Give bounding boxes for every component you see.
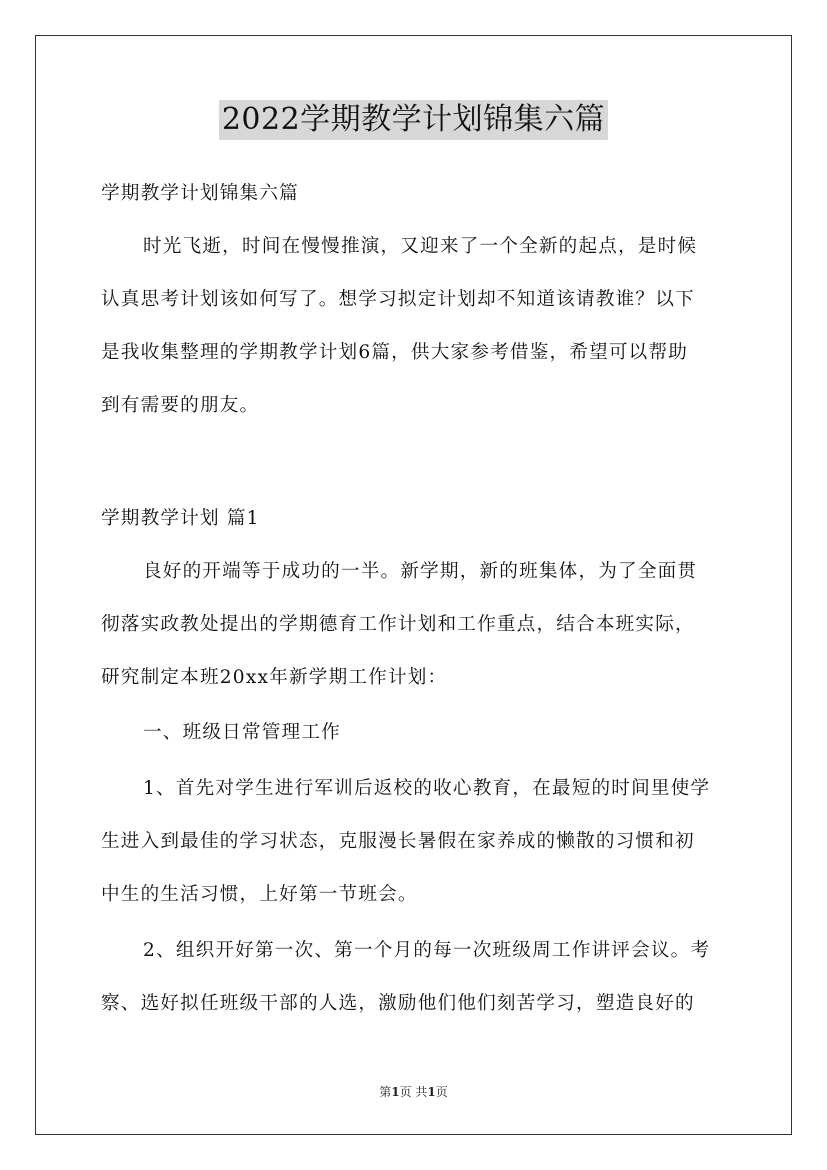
- paragraph-line: 认真思考计划该如何写了。想学习拟定计划却不知道该请教谁？以下: [101, 289, 695, 310]
- page-footer: [0, 1083, 827, 1100]
- document-title: 2022学期教学计划锦集六篇: [219, 100, 608, 140]
- paragraph-line: 察、选好拟任班级干部的人选，激励他们他们刻苦学习，塑造良好的: [101, 993, 695, 1014]
- paragraph-line: 1、首先对学生进行军训后返校的收心教育，在最短的时间里使学: [143, 778, 711, 799]
- subheading-line: 一、班级日常管理工作: [143, 722, 341, 743]
- footer-prefix: 第: [379, 1085, 392, 1099]
- footer-page-number: 1: [391, 1085, 400, 1099]
- paragraph-line: 时光飞逝，时间在慢慢推演，又迎来了一个全新的起点，是时候: [143, 236, 698, 257]
- footer-mid: 页 共: [399, 1085, 428, 1099]
- section-heading: 学期教学计划 篇1: [101, 508, 260, 529]
- paragraph-line: 生进入到最佳的学习状态，克服漫长暑假在家养成的懒散的习惯和初: [101, 831, 695, 852]
- paragraph-line: 彻落实政教处提出的学期德育工作计划和工作重点，结合本班实际，: [101, 614, 695, 635]
- paragraph-line: 良好的开端等于成功的一半。新学期，新的班集体，为了全面贯: [143, 561, 698, 582]
- title-container: [0, 100, 827, 140]
- paragraph-line: 2、组织开好第一次、第一个月的每一次班级周工作讲评会议。考: [143, 940, 711, 961]
- footer-suffix: 页: [435, 1085, 448, 1099]
- footer-page-total: 1: [427, 1085, 436, 1099]
- paragraph-line: 中生的生活习惯，上好第一节班会。: [101, 884, 418, 905]
- paragraph-line: 是我收集整理的学期教学计划6篇，供大家参考借鉴，希望可以帮助: [101, 342, 689, 363]
- subtitle-line: 学期教学计划锦集六篇: [101, 183, 299, 204]
- paragraph-line: 研究制定本班20xx年新学期工作计划：: [101, 667, 448, 688]
- paragraph-line: 到有需要的朋友。: [101, 395, 260, 416]
